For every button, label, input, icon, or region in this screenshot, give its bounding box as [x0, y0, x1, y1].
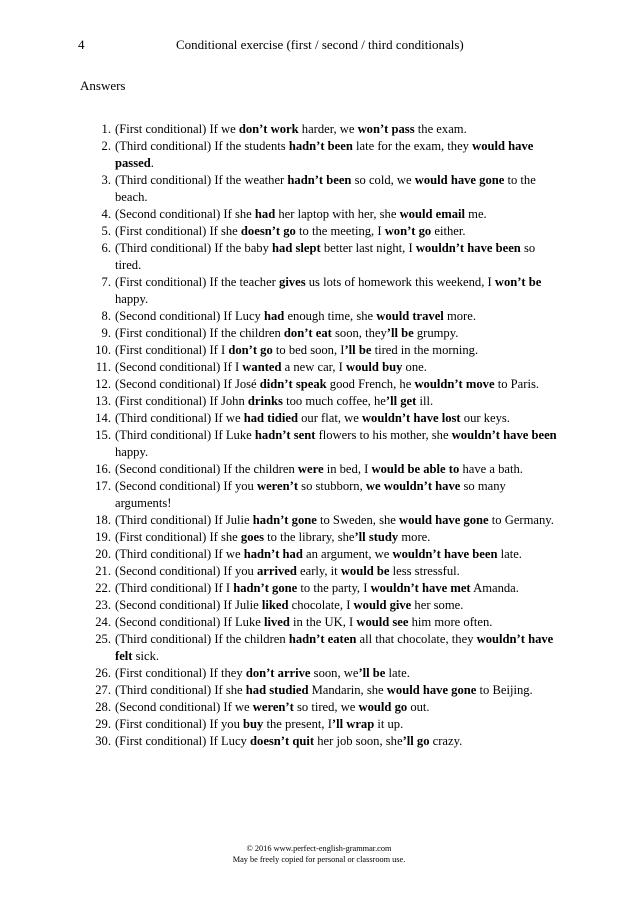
answer-text-segment: so tired.: [115, 241, 536, 272]
answer-bold-verb: hadn’t gone: [233, 581, 298, 595]
answer-text-segment: less stressful.: [389, 564, 460, 578]
answer-bold-verb: wouldn’t move: [414, 377, 495, 391]
answer-text-segment: to the meeting, I: [295, 224, 385, 238]
answer-text-segment: (Second conditional) If Luke: [115, 615, 264, 629]
answer-bold-verb: hadn’t gone: [252, 513, 317, 527]
answer-item: [80, 529, 560, 546]
answer-item: [80, 138, 560, 172]
answer-text-segment: us lots of homework this weekend, I: [305, 275, 495, 289]
answer-text-segment: flowers to his mother, she: [315, 428, 452, 442]
answer-number: 15.: [95, 428, 111, 442]
answer-bold-verb: doesn’t go: [240, 224, 296, 238]
answer-bold-verb: arrived: [257, 564, 297, 578]
answer-bold-verb: ’ll be: [386, 326, 414, 340]
answer-bold-verb: ’ll go: [402, 734, 430, 748]
answer-item: [80, 342, 560, 359]
answer-item: [80, 410, 560, 427]
answer-bold-verb: would be able to: [371, 462, 460, 476]
footer-copyright: © 2016 www.perfect-english-grammar.com: [246, 844, 392, 853]
answer-text-segment: (First conditional) If John: [115, 394, 248, 408]
answer-text-segment: our keys.: [460, 411, 510, 425]
answer-item: [80, 546, 560, 563]
answer-number: 12.: [95, 377, 111, 391]
answer-bold-verb: would have passed: [115, 139, 534, 170]
answer-bold-verb: don’t go: [228, 343, 273, 357]
answer-text-segment: him more often.: [408, 615, 493, 629]
answer-bold-verb: weren’t: [252, 700, 294, 714]
answer-bold-verb: ’ll be: [358, 666, 386, 680]
answer-text: [115, 546, 560, 563]
answer-number: 14.: [95, 411, 111, 425]
answer-text-segment: (Second conditional) If Julie: [115, 598, 262, 612]
answer-bold-verb: would buy: [346, 360, 403, 374]
answer-text-segment: the present, I: [263, 717, 332, 731]
page-number: 4: [78, 37, 85, 52]
answer-item: [80, 597, 560, 614]
answer-text-segment: so tired, we: [293, 700, 359, 714]
answer-bold-verb: wouldn’t have felt: [115, 632, 554, 663]
answer-text-segment: the exam.: [414, 122, 467, 136]
answer-text-segment: (Third conditional) If the students: [115, 139, 289, 153]
answer-number: 11.: [95, 360, 111, 374]
answer-text-segment: (Second conditional) If you: [115, 564, 257, 578]
answer-item: [80, 359, 560, 376]
answer-bold-verb: would have gone: [399, 513, 489, 527]
answer-text-segment: one.: [402, 360, 427, 374]
answer-bold-verb: had slept: [272, 241, 321, 255]
answer-text-segment: to Germany.: [488, 513, 554, 527]
answer-text: [115, 614, 560, 631]
answer-text-segment: (First conditional) If we: [115, 122, 239, 136]
answer-number: 9.: [101, 326, 111, 340]
answer-text-segment: (Second conditional) If I: [115, 360, 243, 374]
answer-bold-verb: would have gone: [386, 683, 477, 697]
answer-bold-verb: hadn’t sent: [254, 428, 316, 442]
answer-bold-verb: don’t work: [238, 122, 299, 136]
answer-text: [115, 427, 560, 461]
answer-bold-verb: were: [297, 462, 324, 476]
answer-text-segment: happy.: [115, 292, 149, 306]
answer-number: 2.: [101, 139, 111, 153]
answer-bold-verb: would travel: [376, 309, 444, 323]
answer-text-segment: (Second conditional) If the children: [115, 462, 298, 476]
answer-text-segment: (Second conditional) If she: [115, 207, 255, 221]
answer-text-segment: (Second conditional) If José: [115, 377, 260, 391]
answer-bold-verb: wouldn’t have been: [392, 547, 498, 561]
answer-item: [80, 427, 560, 461]
answer-text-segment: .: [150, 156, 154, 170]
answer-text-segment: our flat, we: [297, 411, 362, 425]
answer-text-segment: her some.: [411, 598, 464, 612]
answer-item: [80, 733, 560, 750]
answer-number: 20.: [95, 547, 111, 561]
answer-text: [115, 733, 560, 750]
answer-text: [115, 716, 560, 733]
answer-text-segment: Amanda.: [470, 581, 519, 595]
answer-bold-verb: won’t go: [384, 224, 432, 238]
answer-number: 23.: [95, 598, 111, 612]
answer-item: [80, 716, 560, 733]
answer-bold-verb: ’ll wrap: [331, 717, 375, 731]
answer-bold-verb: won’t be: [494, 275, 542, 289]
footer-license: May be freely copied for personal or classroom use.: [232, 855, 406, 864]
answer-bold-verb: wouldn’t have been: [415, 241, 521, 255]
answer-text: [115, 308, 560, 325]
answer-number: 29.: [95, 717, 111, 731]
answer-text-segment: (Third conditional) If I: [115, 581, 234, 595]
answer-text-segment: more.: [398, 530, 431, 544]
answer-number: 13.: [95, 394, 111, 408]
answer-item: [80, 665, 560, 682]
answer-number: 6.: [101, 241, 111, 255]
answer-number: 3.: [101, 173, 111, 187]
answer-bold-verb: had: [254, 207, 276, 221]
answer-item: [80, 121, 560, 138]
answer-text-segment: to Beijing.: [476, 683, 533, 697]
answer-bold-verb: had tidied: [243, 411, 298, 425]
answer-text-segment: (First conditional) If I: [115, 343, 229, 357]
answer-text-segment: her job soon, she: [314, 734, 403, 748]
answer-text-segment: better last night, I: [320, 241, 416, 255]
answer-item: [80, 461, 560, 478]
answer-text: [115, 580, 560, 597]
answer-text-segment: Mandarin, she: [308, 683, 387, 697]
answer-bold-verb: ’ll be: [344, 343, 372, 357]
answer-item: [80, 308, 560, 325]
answer-text: [115, 410, 560, 427]
answer-bold-verb: goes: [240, 530, 265, 544]
answer-item: [80, 223, 560, 240]
answer-text-segment: late.: [497, 547, 522, 561]
answer-bold-verb: drinks: [247, 394, 283, 408]
answer-text-segment: soon, we: [310, 666, 359, 680]
answer-list: [80, 121, 560, 750]
answer-text-segment: (Third conditional) If the baby: [115, 241, 273, 255]
page-footer: [0, 843, 638, 865]
answer-bold-verb: liked: [261, 598, 289, 612]
answer-text-segment: tired in the morning.: [371, 343, 479, 357]
answer-item: [80, 240, 560, 274]
answer-text-segment: (First conditional) If she: [115, 530, 241, 544]
answer-text: [115, 597, 560, 614]
answer-text: [115, 172, 560, 206]
answer-bold-verb: wouldn’t have lost: [361, 411, 461, 425]
answer-number: 21.: [95, 564, 111, 578]
answer-text-segment: (First conditional) If the teacher: [115, 275, 280, 289]
answer-text-segment: all that chocolate, they: [356, 632, 477, 646]
answer-text: [115, 138, 560, 172]
answer-text: [115, 461, 560, 478]
answer-text: [115, 529, 560, 546]
answer-text: [115, 121, 560, 138]
answer-text-segment: either.: [431, 224, 466, 238]
answer-number: 19.: [95, 530, 111, 544]
answer-item: [80, 631, 560, 665]
answer-bold-verb: won’t pass: [357, 122, 415, 136]
answer-item: [80, 274, 560, 308]
answer-text-segment: ill.: [416, 394, 434, 408]
answer-bold-verb: hadn’t eaten: [288, 632, 357, 646]
answer-number: 26.: [95, 666, 111, 680]
answer-bold-verb: would go: [358, 700, 408, 714]
answer-text: [115, 223, 560, 240]
answer-text-segment: (Third conditional) If Julie: [115, 513, 253, 527]
answer-text-segment: to bed soon, I: [272, 343, 345, 357]
answer-bold-verb: would be: [340, 564, 390, 578]
answer-text-segment: (First conditional) If Lucy: [115, 734, 251, 748]
answer-bold-verb: don’t arrive: [245, 666, 311, 680]
answer-bold-verb: wouldn’t have met: [370, 581, 471, 595]
answer-bold-verb: don’t eat: [283, 326, 332, 340]
answer-text-segment: (First conditional) If they: [115, 666, 246, 680]
answer-bold-verb: doesn’t quit: [250, 734, 315, 748]
answer-text-segment: chocolate, I: [288, 598, 354, 612]
answer-number: 16.: [95, 462, 111, 476]
answer-number: 25.: [95, 632, 111, 646]
answer-text-segment: a new car, I: [281, 360, 347, 374]
answer-bold-verb: had: [263, 309, 285, 323]
answer-text-segment: more.: [443, 309, 476, 323]
answer-text-segment: in the UK, I: [289, 615, 357, 629]
answer-number: 24.: [95, 615, 111, 629]
answer-text-segment: (Second conditional) If Lucy: [115, 309, 264, 323]
answer-bold-verb: wanted: [242, 360, 282, 374]
answer-text-segment: happy.: [115, 445, 149, 459]
answer-number: 5.: [101, 224, 111, 238]
answer-number: 22.: [95, 581, 111, 595]
answer-text-segment: it up.: [374, 717, 404, 731]
answer-text-segment: (First conditional) If the children: [115, 326, 284, 340]
answer-text-segment: so many arguments!: [115, 479, 506, 510]
answer-item: [80, 512, 560, 529]
answer-text-segment: (First conditional) If she: [115, 224, 241, 238]
answer-text-segment: (Third conditional) If the children: [115, 632, 289, 646]
answer-text: [115, 240, 560, 274]
answer-text-segment: in bed, I: [323, 462, 372, 476]
answer-bold-verb: hadn’t been: [288, 139, 353, 153]
answer-number: 28.: [95, 700, 111, 714]
answer-text-segment: to Sweden, she: [316, 513, 400, 527]
answer-text: [115, 631, 560, 665]
answer-text: [115, 274, 560, 308]
answer-bold-verb: had studied: [245, 683, 309, 697]
answer-item: [80, 699, 560, 716]
answer-text-segment: early, it: [296, 564, 341, 578]
section-title: Answers: [80, 78, 126, 93]
answer-bold-verb: gives: [279, 275, 306, 289]
answer-text-segment: (Third conditional) If we: [115, 547, 244, 561]
answer-bold-verb: lived: [263, 615, 290, 629]
answer-text-segment: (First conditional) If you: [115, 717, 244, 731]
answer-bold-verb: we wouldn’t have: [365, 479, 461, 493]
answer-text-segment: have a bath.: [459, 462, 523, 476]
answer-bold-verb: ’ll study: [354, 530, 399, 544]
answer-text-segment: to Paris.: [494, 377, 539, 391]
answer-bold-verb: hadn’t been: [287, 173, 352, 187]
answer-item: [80, 376, 560, 393]
answer-number: 7.: [101, 275, 111, 289]
answer-item: [80, 206, 560, 223]
answer-text: [115, 478, 560, 512]
answer-text-segment: an argument, we: [302, 547, 393, 561]
answer-text-segment: enough time, she: [284, 309, 377, 323]
answer-text-segment: so stubborn,: [298, 479, 366, 493]
answer-text: [115, 342, 560, 359]
answer-text-segment: late.: [385, 666, 410, 680]
answer-bold-verb: ’ll get: [385, 394, 417, 408]
answer-item: [80, 172, 560, 206]
answer-text: [115, 682, 560, 699]
answer-text-segment: late for the exam, they: [352, 139, 473, 153]
answer-text-segment: so cold, we: [351, 173, 415, 187]
answer-text-segment: out.: [407, 700, 430, 714]
answer-text-segment: too much coffee, he: [282, 394, 386, 408]
answer-text-segment: (Third conditional) If the weather: [115, 173, 288, 187]
answer-item: [80, 682, 560, 699]
answer-number: 17.: [95, 479, 111, 493]
answer-bold-verb: weren’t: [257, 479, 299, 493]
answer-item: [80, 563, 560, 580]
answer-item: [80, 325, 560, 342]
answer-number: 18.: [95, 513, 111, 527]
answer-text-segment: (Third conditional) If she: [115, 683, 246, 697]
answer-bold-verb: would give: [353, 598, 412, 612]
answer-text-segment: her laptop with her, she: [275, 207, 400, 221]
answer-text-segment: crazy.: [429, 734, 463, 748]
answer-number: 4.: [101, 207, 111, 221]
answer-text-segment: good French, he: [326, 377, 415, 391]
answer-text-segment: me.: [465, 207, 487, 221]
answer-text-segment: to the library, she: [264, 530, 355, 544]
answer-text-segment: to the beach.: [115, 173, 536, 204]
answer-text: [115, 665, 560, 682]
answer-bold-verb: hadn’t had: [243, 547, 303, 561]
answer-number: 27.: [95, 683, 111, 697]
answer-number: 1.: [101, 122, 111, 136]
answer-text: [115, 325, 560, 342]
answer-bold-verb: would have gone: [414, 173, 505, 187]
answer-text: [115, 699, 560, 716]
answer-text: [115, 512, 560, 529]
page-header-title: Conditional exercise (first / second / third conditionals): [176, 37, 464, 52]
answer-item: [80, 580, 560, 597]
answer-bold-verb: would see: [356, 615, 409, 629]
answer-bold-verb: would email: [399, 207, 465, 221]
answer-text-segment: grumpy.: [413, 326, 459, 340]
answer-text-segment: (Third conditional) If Luke: [115, 428, 255, 442]
answer-number: 30.: [95, 734, 111, 748]
answer-item: [80, 478, 560, 512]
answer-number: 10.: [95, 343, 111, 357]
answer-text-segment: (Second conditional) If you: [115, 479, 257, 493]
answer-item: [80, 393, 560, 410]
answer-bold-verb: wouldn’t have been: [451, 428, 557, 442]
answer-text-segment: soon, they: [331, 326, 387, 340]
answer-bold-verb: buy: [243, 717, 264, 731]
answer-text-segment: harder, we: [298, 122, 358, 136]
answer-bold-verb: didn’t speak: [259, 377, 327, 391]
answer-text: [115, 206, 560, 223]
answer-text-segment: (Third conditional) If we: [115, 411, 244, 425]
answer-text: [115, 359, 560, 376]
answer-text: [115, 393, 560, 410]
answer-text-segment: sick.: [132, 649, 160, 663]
answer-item: [80, 614, 560, 631]
answer-text-segment: to the party, I: [297, 581, 371, 595]
answer-text-segment: (Second conditional) If we: [115, 700, 253, 714]
answer-text: [115, 376, 560, 393]
answer-text: [115, 563, 560, 580]
answer-number: 8.: [101, 309, 111, 323]
